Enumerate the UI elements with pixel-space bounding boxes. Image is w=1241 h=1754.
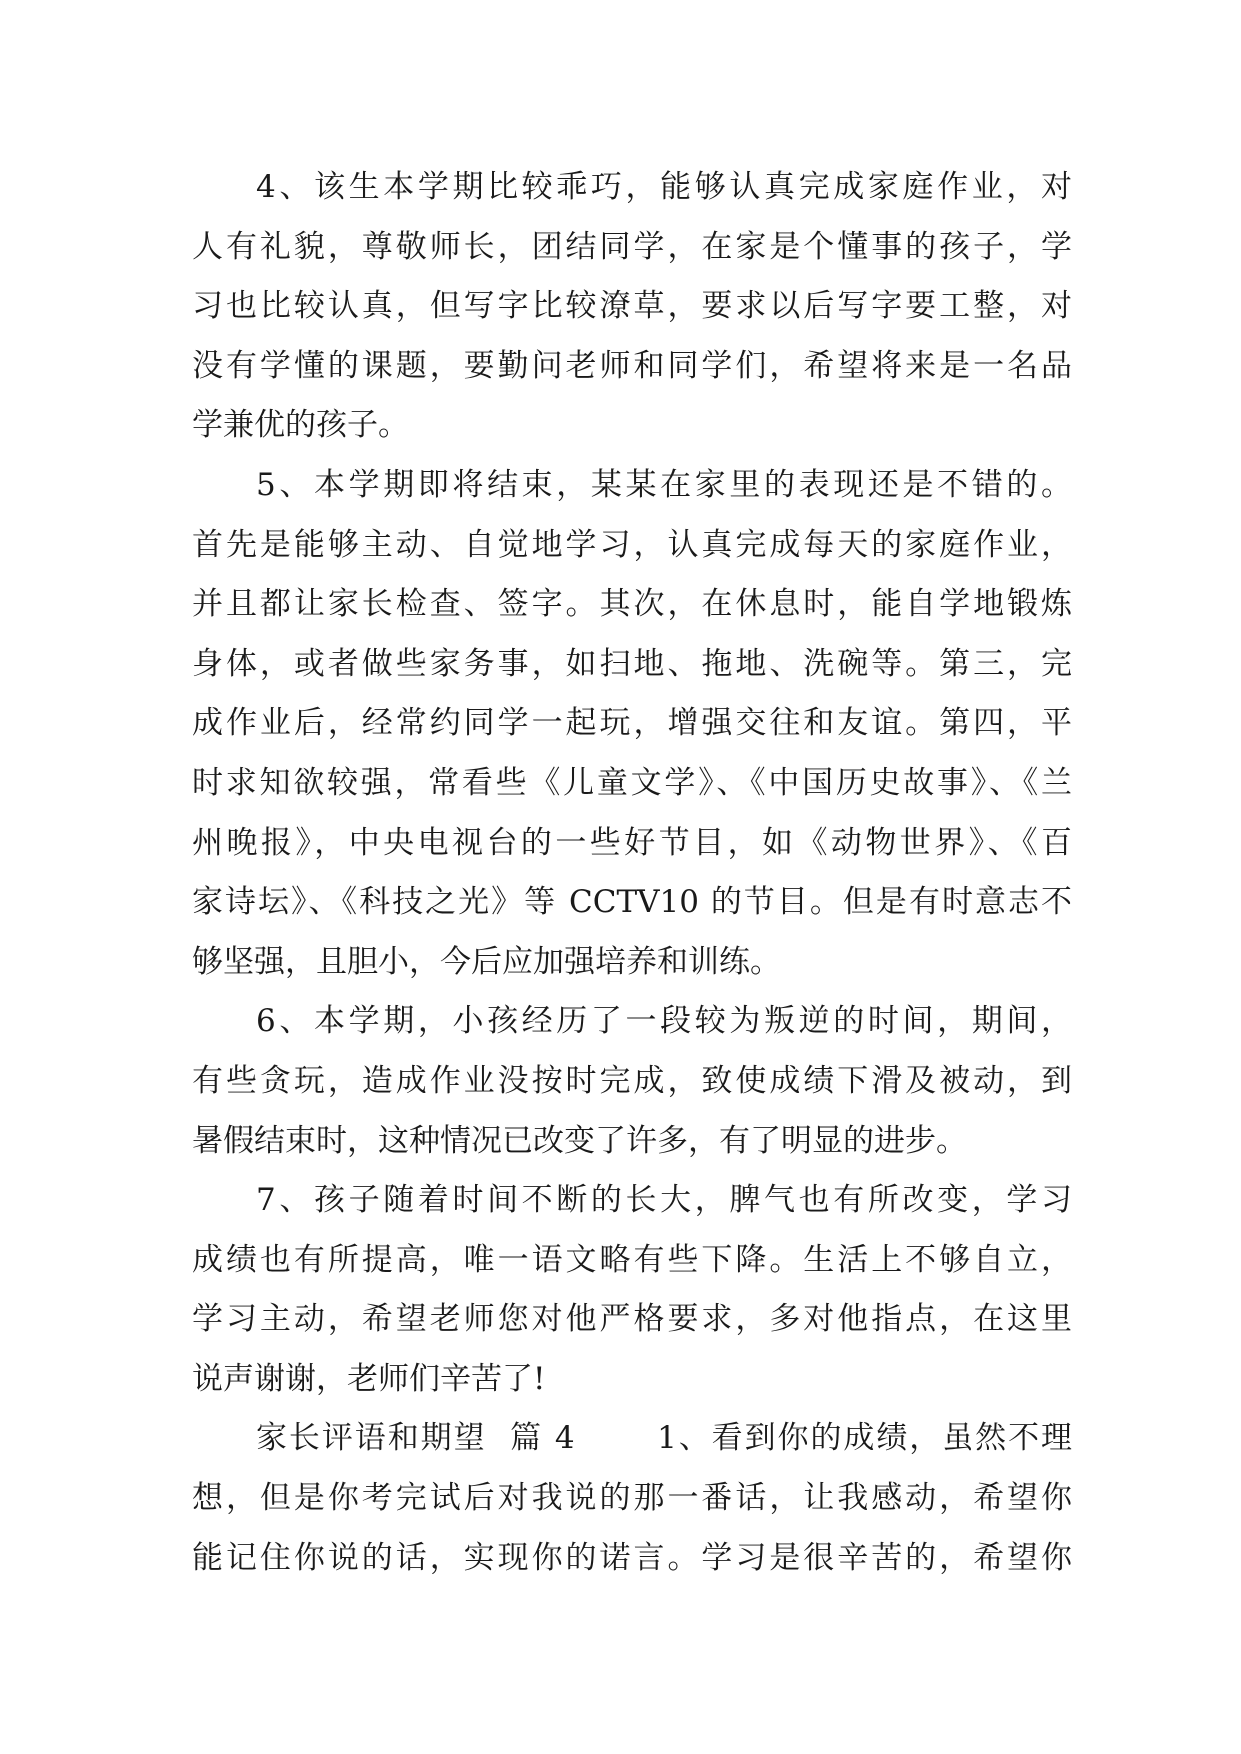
text-line: 6、本学期，小孩经历了一段较为叛逆的时间，期间， bbox=[256, 1003, 1072, 1040]
text-line: 成绩也有所提高，唯一语文略有些下降。生活上不够自立， bbox=[192, 1241, 1072, 1278]
text-line: 学习主动，希望老师您对他严格要求，多对他指点，在这里 bbox=[192, 1301, 1072, 1338]
section-heading-line: 家长评语和期望 篇 4 1、看到你的成绩，虽然不理 bbox=[256, 1420, 1072, 1457]
text-line: 身体，或者做些家务事，如扫地、拖地、洗碗等。第三，完 bbox=[192, 645, 1072, 682]
text-line: 够坚强，且胆小，今后应加强培养和训练。 bbox=[192, 943, 781, 980]
text-line: 首先是能够主动、自觉地学习，认真完成每天的家庭作业， bbox=[192, 526, 1072, 563]
text-line: 没有学懂的课题，要勤问老师和同学们，希望将来是一名品 bbox=[192, 347, 1072, 384]
text-line: 州晚报》，中央电视台的一些好节目，如《动物世界》、《百 bbox=[192, 824, 1072, 861]
text-line: 能记住你说的话，实现你的诺言。学习是很辛苦的，希望你 bbox=[192, 1539, 1072, 1576]
text-line: 有些贪玩，造成作业没按时完成，致使成绩下滑及被动，到 bbox=[192, 1062, 1072, 1099]
text-line: 说声谢谢，老师们辛苦了! bbox=[192, 1360, 546, 1397]
text-line: 暑假结束时，这种情况已改变了许多，有了明显的进步。 bbox=[192, 1122, 967, 1159]
document-body bbox=[192, 158, 1072, 1588]
paragraph-6 bbox=[192, 992, 1072, 1171]
text-line: 时求知欲较强，常看些《儿童文学》、《中国历史故事》、《兰 bbox=[192, 764, 1072, 801]
text-line: 成作业后，经常约同学一起玩，增强交往和友谊。第四，平 bbox=[192, 705, 1072, 742]
text-line: 7、孩子随着时间不断的长大，脾气也有所改变，学习 bbox=[256, 1182, 1072, 1219]
text-line: 学兼优的孩子。 bbox=[192, 407, 409, 444]
text-line: 习也比较认真，但写字比较潦草，要求以后写字要工整，对 bbox=[192, 288, 1072, 325]
paragraph-7 bbox=[192, 1171, 1072, 1409]
paragraph-5 bbox=[192, 456, 1072, 992]
paragraph-8 bbox=[192, 1409, 1072, 1588]
text-line: 4、该生本学期比较乖巧，能够认真完成家庭作业，对 bbox=[256, 169, 1072, 205]
text-line: 并且都让家长检查、签字。其次，在休息时，能自学地锻炼 bbox=[192, 586, 1072, 623]
paragraph-4 bbox=[192, 158, 1072, 456]
text-line: 想，但是你考完试后对我说的那一番话，让我感动，希望你 bbox=[192, 1480, 1072, 1517]
text-line: 家诗坛》、《科技之光》等 CCTV10 的节目。但是有时意志不 bbox=[192, 884, 1072, 921]
text-line: 人有礼貌，尊敬师长，团结同学，在家是个懂事的孩子，学 bbox=[192, 228, 1072, 265]
text-line: 5、本学期即将结束，某某在家里的表现还是不错的。 bbox=[256, 466, 1072, 503]
